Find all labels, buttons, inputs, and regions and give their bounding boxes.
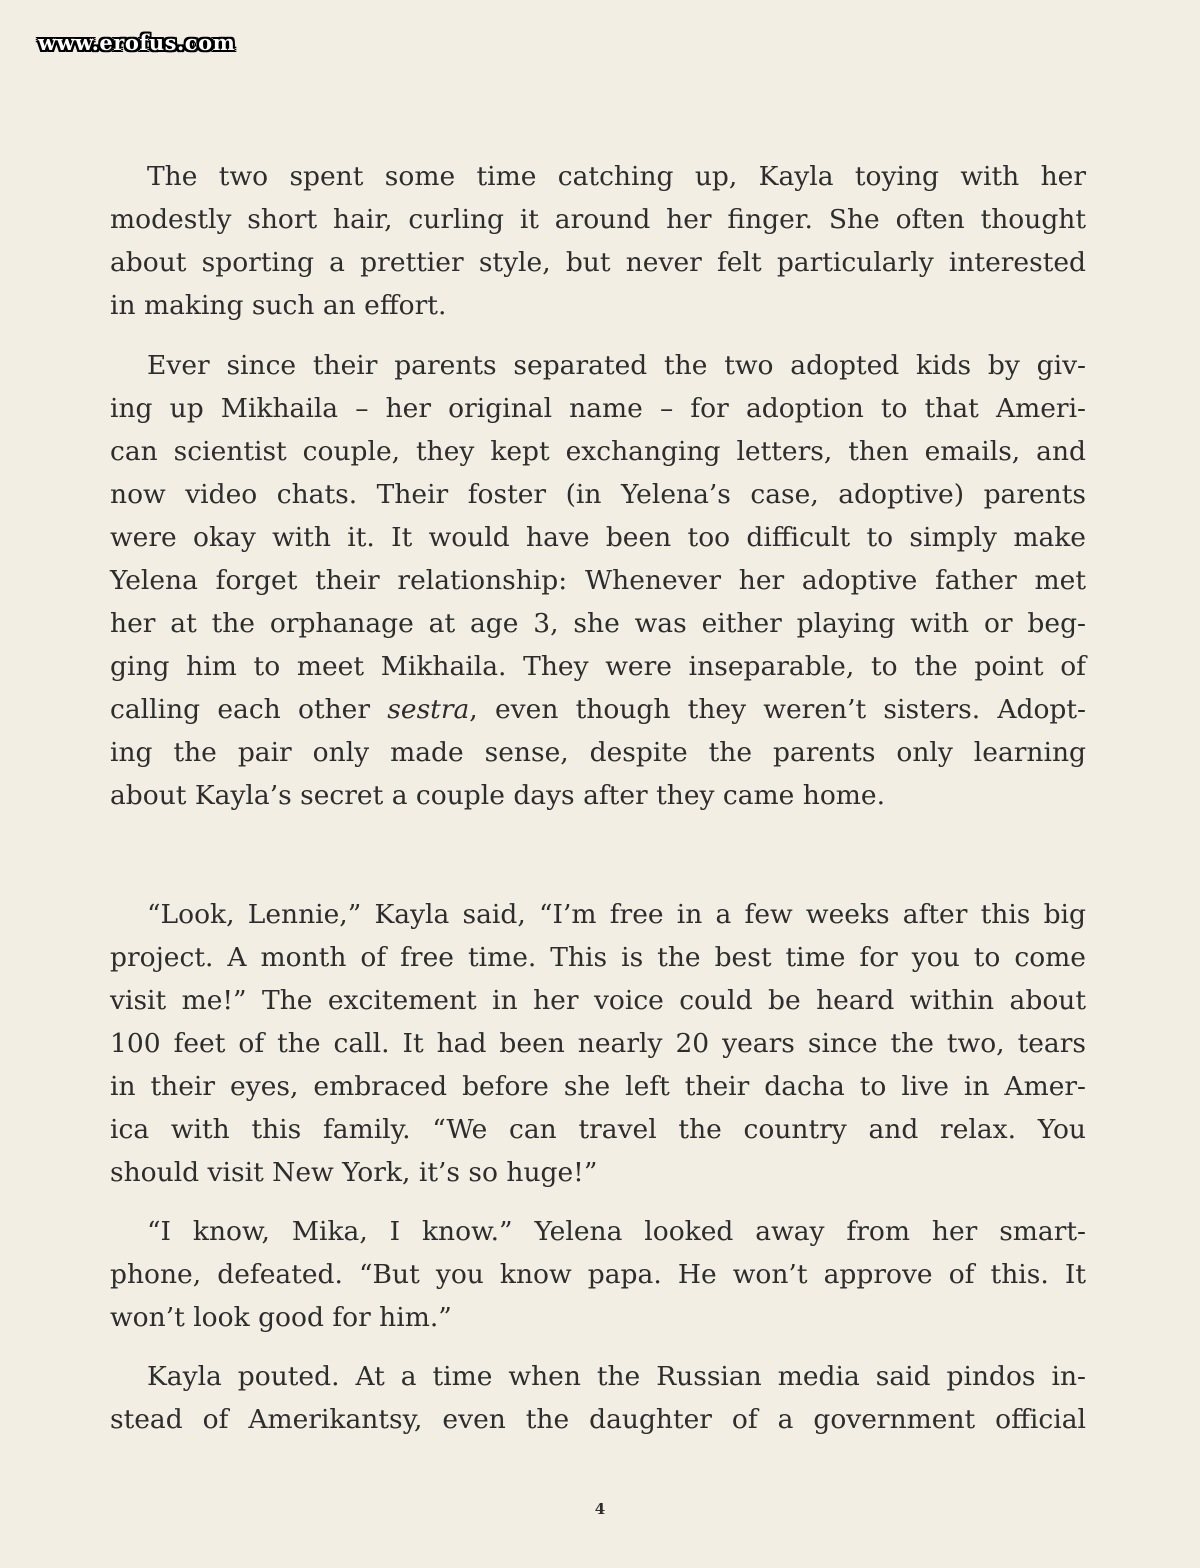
text-line: now video chats. Their foster (in Yelena’s case, adoptive) parents — [110, 479, 1086, 510]
text-line: were okay with it. It would have been too difficult to simply make — [110, 522, 1086, 553]
text-line: won’t look good for him.” — [110, 1302, 452, 1333]
text-line: ica with this family. “We can travel the country and relax. You — [110, 1114, 1086, 1145]
text-line: phone, defeated. “But you know papa. He won’t approve of this. It — [110, 1259, 1086, 1290]
text-line: ging him to meet Mikhaila. They were inseparable, to the point of — [110, 651, 1086, 682]
text-line: 100 feet of the call. It had been nearly 20 years since the two, tears — [110, 1028, 1086, 1059]
text-line: stead of Amerikantsy, even the daughter of a government official — [110, 1404, 1086, 1435]
text-line — [110, 688, 1086, 731]
paragraph-1 — [110, 155, 1086, 327]
paragraph-5 — [110, 1355, 1086, 1441]
page-number: 4 — [594, 1500, 606, 1518]
text-line: ing the pair only made sense, despite the parents only learning — [110, 737, 1086, 768]
italic-word: sestra — [387, 694, 470, 725]
text-line: Kayla pouted. At a time when the Russian media said pindos in- — [147, 1361, 1086, 1392]
text-line: visit me!” The excitement in her voice could be heard within about — [110, 985, 1086, 1016]
text-line: The two spent some time catching up, Kayla toying with her — [147, 161, 1086, 192]
text-line: about sporting a prettier style, but never felt particularly interested — [110, 247, 1086, 278]
text-line: can scientist couple, they kept exchanging letters, then emails, and — [110, 436, 1086, 467]
text-line: “I know, Mika, I know.” Yelena looked away from her smart- — [147, 1216, 1086, 1247]
paragraph-3 — [110, 893, 1086, 1194]
text-run: , even though they weren’t sisters. Adopt- — [469, 694, 1086, 725]
text-line: project. A month of free time. This is the best time for you to come — [110, 942, 1086, 973]
text-line: ing up Mikhaila – her original name – for adoption to that Ameri- — [110, 393, 1086, 424]
text-line: Ever since their parents separated the two adopted kids by giv- — [147, 350, 1086, 381]
paragraph-2 — [110, 344, 1086, 817]
text-line: Yelena forget their relationship: Whenever her adoptive father met — [110, 565, 1086, 596]
text-line: “Look, Lennie,” Kayla said, “I’m free in a few weeks after this big — [147, 899, 1086, 930]
paragraph-4 — [110, 1210, 1086, 1339]
text-line: modestly short hair, curling it around her finger. She often thought — [110, 204, 1086, 235]
text-line: her at the orphanage at age 3, she was either playing with or beg- — [110, 608, 1086, 639]
watermark-text: www.erofus.com — [38, 30, 236, 55]
text-line: about Kayla’s secret a couple days after they came home. — [110, 780, 886, 811]
text-line: should visit New York, it’s so huge!” — [110, 1157, 598, 1188]
text-run: calling each other — [110, 694, 388, 725]
text-line: in their eyes, embraced before she left their dacha to live in Amer- — [110, 1071, 1086, 1102]
text-line: in making such an effort. — [110, 290, 447, 321]
